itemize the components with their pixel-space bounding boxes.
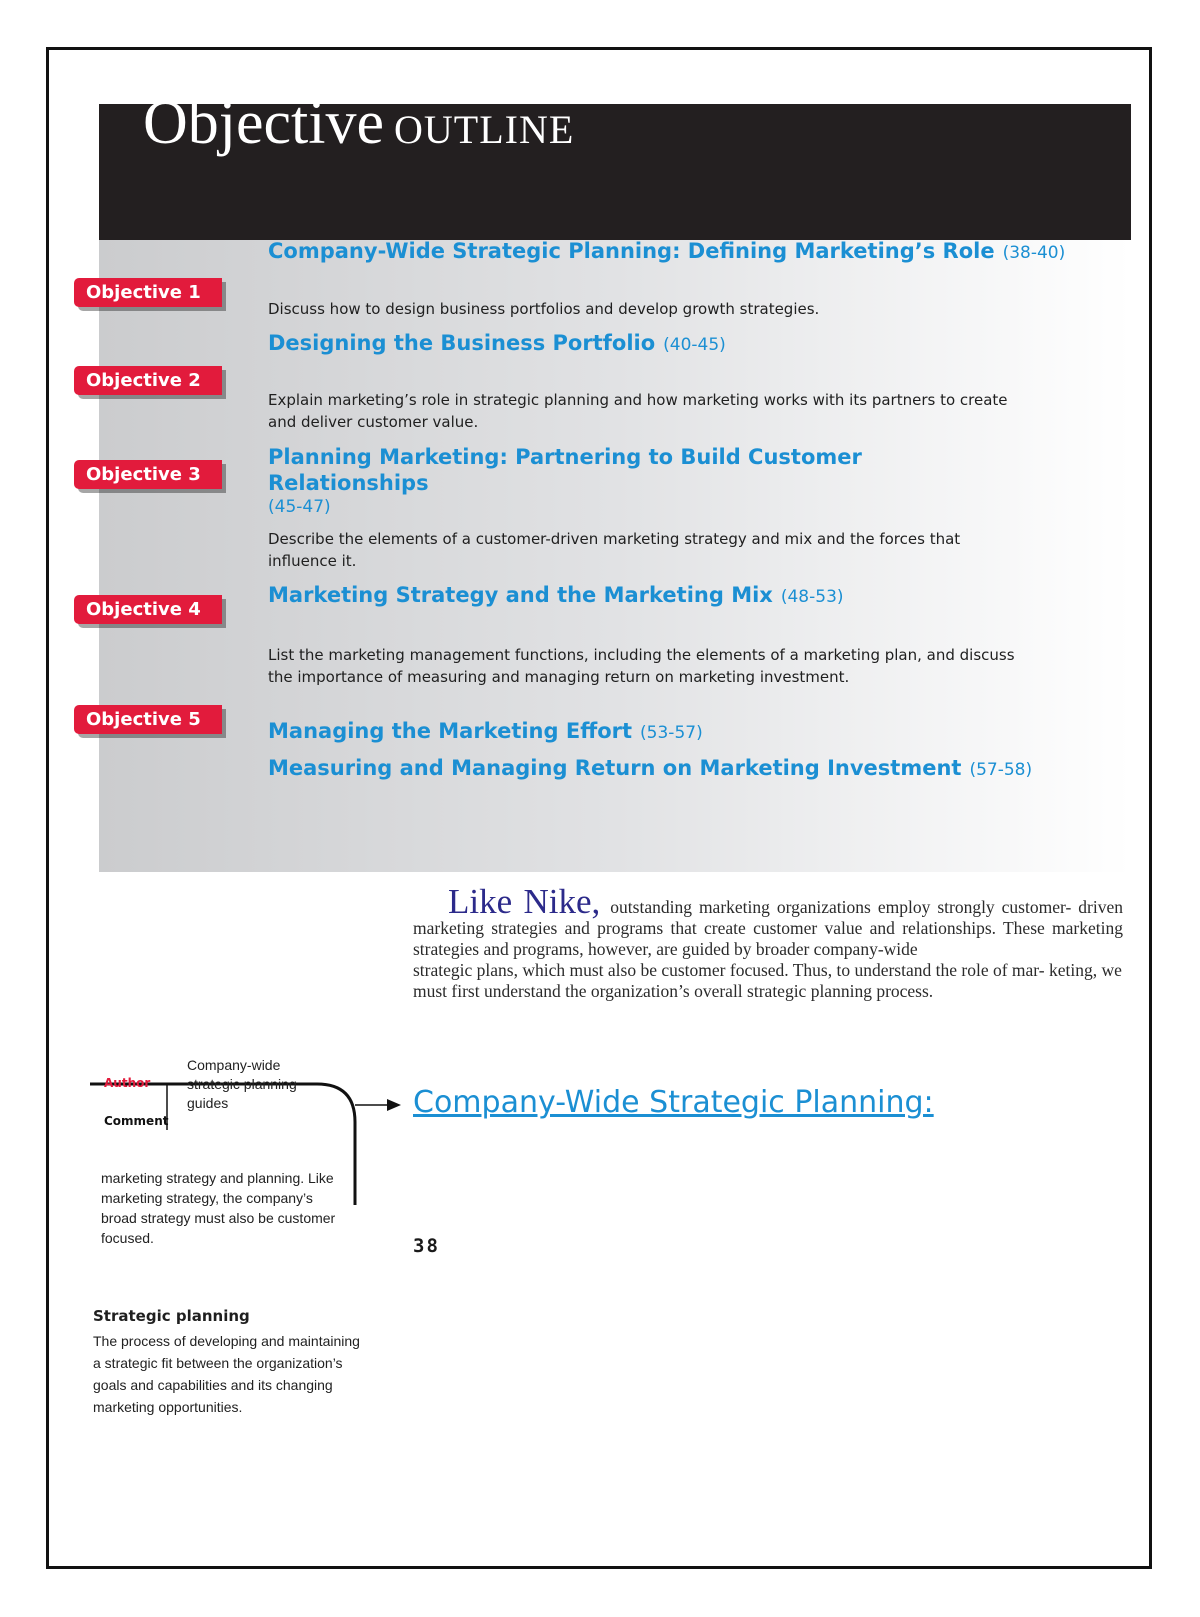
objective-badge-2: Objective 2 [74,366,222,395]
intro-text: outstanding marketing organizations employ strongly customer- driven marketing strategies and programs that create customer value and relationships. These marketing strategies and programs, however, are guided by broader company-wide [413,897,1123,959]
section-heading-title: Planning Marketing: Partnering to Build Customer Relationships [268,445,862,495]
section-heading-title: Managing the Marketing Effort [268,719,633,743]
author-comment-side-text: Company-wide strategic planning guides [187,1057,297,1111]
objective-badge-1: Objective 1 [74,278,222,307]
title-sub: OUTLINE [394,107,575,152]
section-heading-pages: (53-57) [640,723,703,743]
page-number: 38 [413,1235,440,1257]
objective-badge-4: Objective 4 [74,595,222,624]
section-heading-planning-marketing [268,444,1028,518]
page-title [143,89,575,157]
objective-description-4: List the marketing management functions, including the elements of a marketing plan, and discuss the importance of measuring and managing return on marketing investment. [268,646,1015,686]
arrow-right-icon [387,1099,401,1111]
section-heading-pages: (57-58) [969,760,1033,780]
section-heading-pages: (45-47) [268,497,331,517]
objective-description-2: Explain marketing’s role in strategic planning and how marketing works with its partners to create and deliver customer value. [268,391,1008,431]
section-heading-portfolio [268,330,726,358]
objective-badge-3: Objective 3 [74,460,222,489]
author-label: Author [104,1076,151,1090]
section-heading-title: Marketing Strategy and the Marketing Mix [268,583,773,607]
intro-paragraph [413,882,1123,1002]
glossary-term: Strategic planning [93,1307,250,1325]
section-heading-company-wide [268,238,1065,266]
section-heading-title: Company-Wide Strategic Planning: Defining Marketing’s Role [268,239,995,263]
section-heading-managing-effort [268,718,703,746]
objective-description-3: Describe the elements of a customer-driven marketing strategy and mix and the forces that influence it. [268,530,961,570]
section-heading-pages: (38-40) [1002,243,1066,263]
objective-description-1: Discuss how to design business portfolios and develop growth strategies. [268,300,820,318]
glossary-definition: The process of developing and maintaining a strategic fit between the organization’s goals and capabilities and its changing marketing opportunities. [93,1333,360,1415]
intro-text-continued: strategic plans, which must also be customer focused. Thus, to understand the role of mar- keting, we must first understand the organization’s overall strategic planning process. [413,960,1122,1001]
section-heading-return-on-marketing [268,755,1032,783]
section-heading-title: Designing the Business Portfolio [268,331,656,355]
title-main: Objective [143,89,385,157]
section-heading-strategy-mix [268,582,844,610]
objective-badge-5: Objective 5 [74,705,222,734]
section-heading-pages: (48-53) [780,587,844,607]
section-heading-title: Measuring and Managing Return on Marketing Investment [268,756,962,780]
intro-lead: Like Nike, [448,882,601,921]
section-heading-pages: (40-45) [663,335,726,355]
author-comment-body: marketing strategy and planning. Like marketing strategy, the company’s broad strategy must also be customer focused. [101,1170,336,1246]
section-title: Company-Wide Strategic Planning: [413,1085,934,1120]
comment-label: Comment [104,1114,169,1128]
